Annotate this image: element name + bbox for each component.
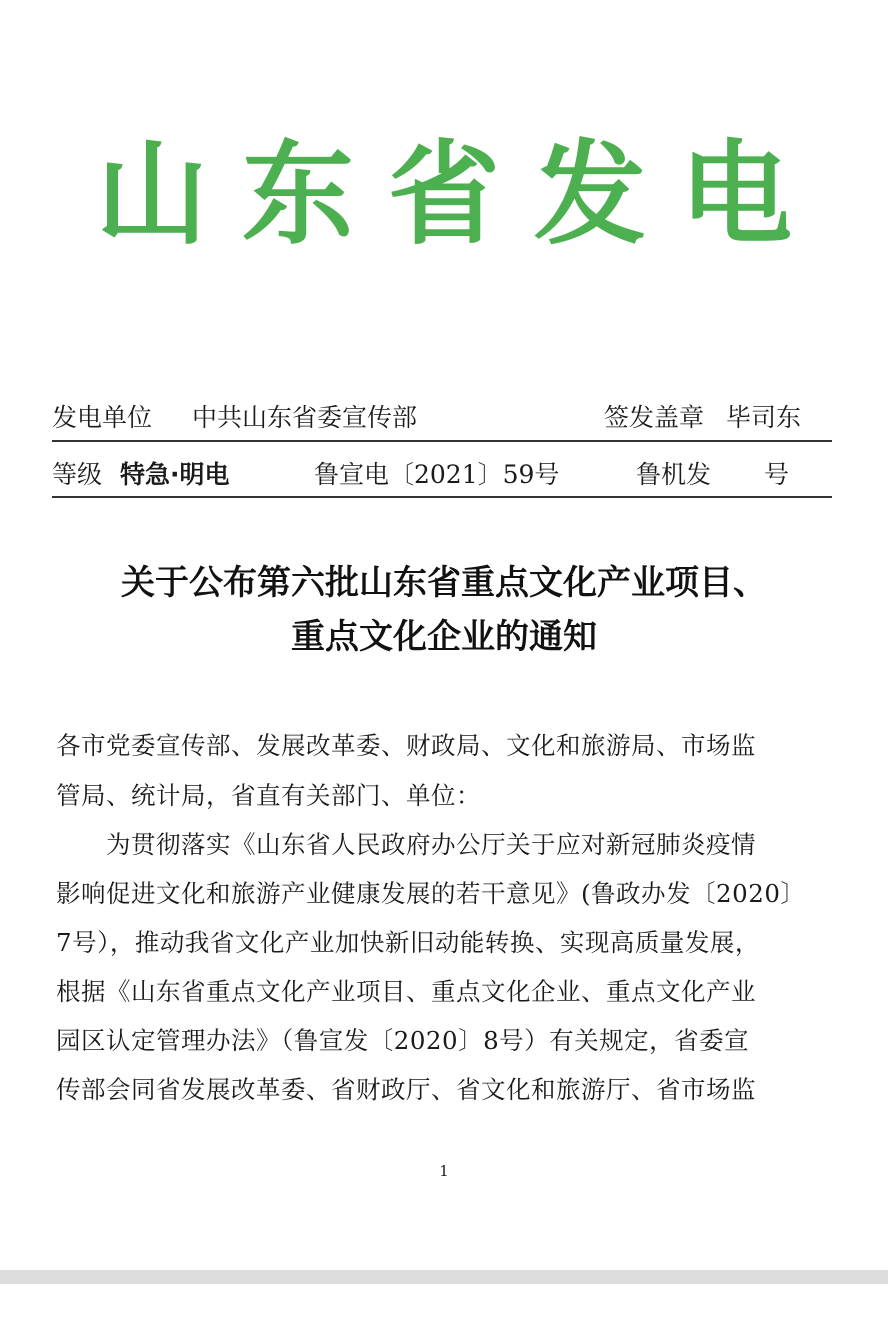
divider-line: [52, 440, 832, 442]
sign-label: 签发盖章: [604, 403, 705, 432]
page-number: 1: [439, 1162, 449, 1180]
next-page-edge: [0, 1284, 888, 1333]
sender-row: [52, 398, 832, 438]
body-line: 为贯彻落实《山东省人民政府办公厅关于应对新冠肺炎疫情: [106, 830, 756, 859]
level-row: [52, 455, 832, 495]
page-separator: [0, 1270, 888, 1284]
body-line: 传部会同省发展改革委、省财政厅、省文化和旅游厅、省市场监: [56, 1075, 756, 1104]
body-line: 影响促进文化和旅游产业健康发展的若干意见》(鲁政办发〔2020〕: [56, 879, 806, 908]
body-line: 根据《山东省重点文化产业项目、重点文化企业、重点文化产业: [56, 977, 756, 1006]
sender-unit-label: 发电单位: [52, 403, 153, 432]
level-value: 特急·明电: [120, 460, 230, 489]
sender-unit-value: 中共山东省委宣传部: [192, 403, 418, 432]
document-number: 鲁宣电〔2021〕59号: [314, 460, 560, 489]
machine-suffix: 号: [764, 460, 790, 489]
body-line: 7号），推动我省文化产业加快新旧动能转换、实现高质量发展，: [56, 928, 760, 957]
divider-line: [52, 496, 832, 498]
level-label: 等级: [52, 460, 103, 489]
masthead-title: 山东省发电: [96, 130, 826, 260]
notice-title-line-1: 关于公布第六批山东省重点文化产业项目、: [121, 563, 767, 603]
notice-title-line-2: 重点文化企业的通知: [291, 617, 597, 657]
body-line: 园区认定管理办法》（鲁宣发〔2020〕8号）有关规定，省委宣: [56, 1026, 750, 1055]
sign-value: 毕司东: [726, 403, 802, 432]
machine-label: 鲁机发: [636, 460, 712, 489]
body-line: 各市党委宣传部、发展改革委、财政局、文化和旅游局、市场监: [56, 731, 756, 760]
body-line: 管局、统计局，省直有关部门、单位：: [56, 781, 481, 810]
